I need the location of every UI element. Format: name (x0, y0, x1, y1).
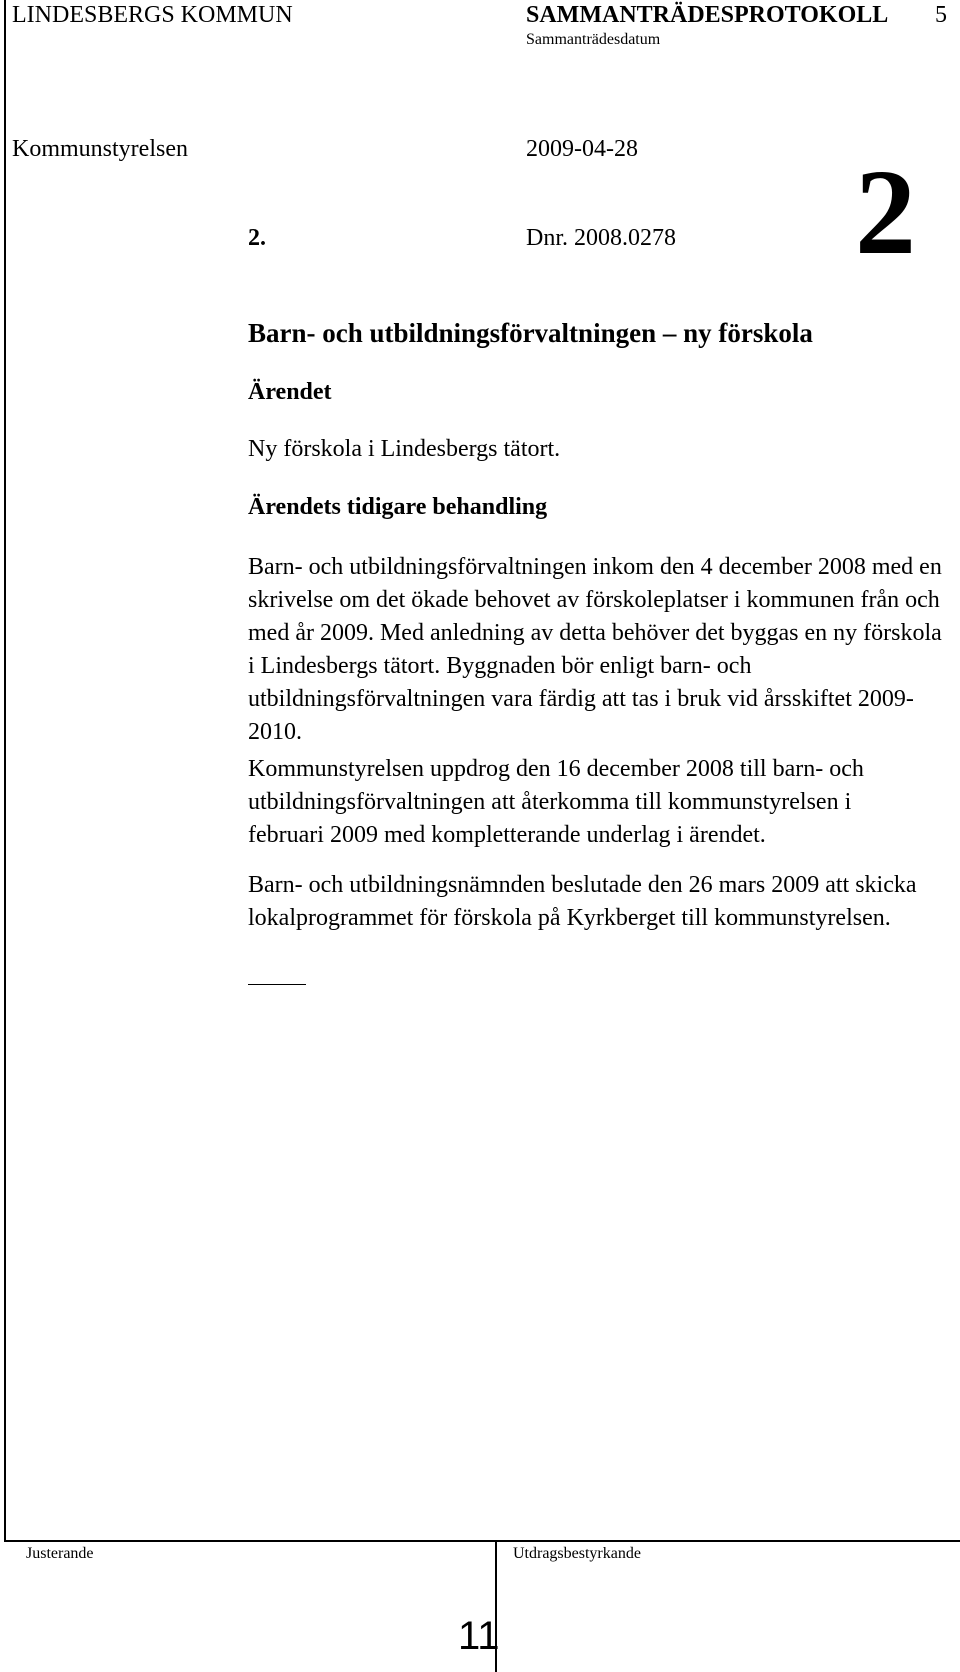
arendet-heading: Ärendet (248, 379, 332, 405)
committee-name: Kommunstyrelsen (12, 136, 188, 162)
municipality-name: LINDESBERGS KOMMUN (12, 2, 293, 28)
meeting-date-label: Sammanträdesdatum (526, 31, 661, 48)
item-title: Barn- och utbildningsförvaltningen – ny förskola (248, 318, 813, 348)
registry-number: Dnr. 2008.0278 (526, 225, 676, 251)
left-margin-rule (4, 0, 6, 1541)
paragraph-3: Barn- och utbildningsnämnden beslutade den 26 mars 2009 att skicka lokalprogrammet för förskola på Kyrkberget till kommunstyrelsen. (248, 872, 917, 931)
document-type: SAMMANTRÄDESPROTOKOLL (526, 2, 889, 28)
meeting-date: 2009-04-28 (526, 136, 638, 162)
page-number: 5 (935, 2, 947, 28)
justerande-label: Justerande (26, 1545, 94, 1562)
end-rule (248, 984, 306, 985)
history-heading: Ärendets tidigare behandling (248, 494, 548, 520)
utdragsbestyrkande-label: Utdragsbestyrkande (513, 1545, 641, 1562)
arendet-text: Ny förskola i Lindesbergs tätort. (248, 436, 561, 462)
item-big-number: 2 (855, 145, 916, 280)
bottom-page-number: 11 (458, 1614, 500, 1658)
item-number: 2. (248, 225, 266, 251)
footer-rule (4, 1540, 960, 1542)
paragraph-1: Barn- och utbildningsförvaltningen inkom den 4 december 2008 med en skrivelse om det ökade behovet av förskoleplatser i kommunen från och med år 2009. Med anledning av detta behöver det byggas en ny förskola i Lindesbergs tätort. Byggnaden bör enligt barn- och utbildningsförvaltningen vara färdig att tas i bruk vid årsskiftet 2009-2010. (248, 554, 942, 745)
paragraph-2: Kommunstyrelsen uppdrog den 16 december 2008 till barn- och utbildningsförvaltningen att återkomma till kommunstyrelsen i februari 2009 med kompletterande underlag i ärendet. (248, 756, 864, 848)
